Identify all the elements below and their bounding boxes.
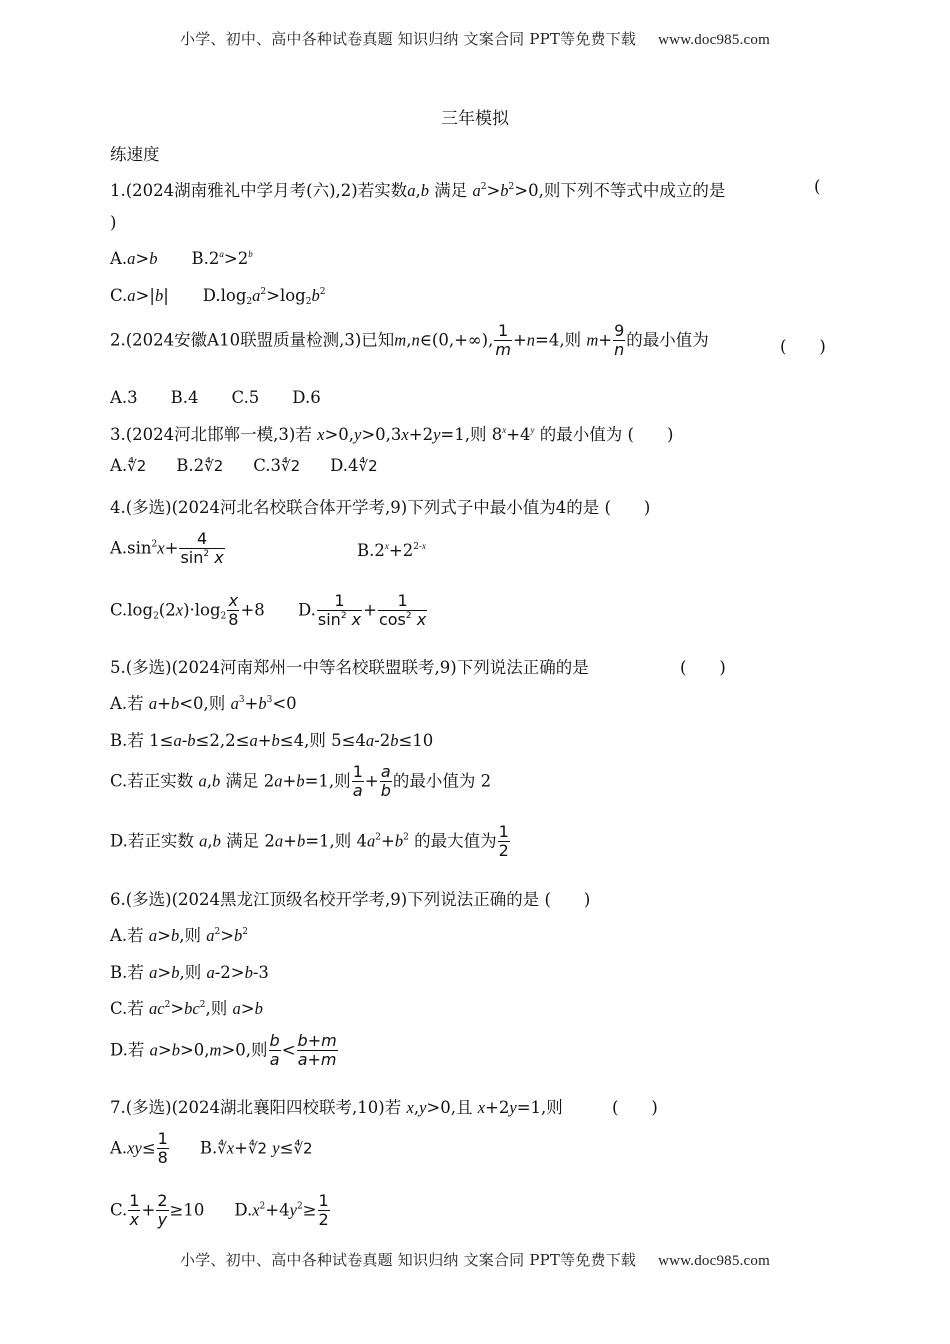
section-label: 练速度 — [110, 145, 160, 164]
q6-option-c: C.若 $ac^2>bc^2$,则 a>b — [110, 999, 263, 1018]
q6-option-a: A.若 a>b,则 $a^2>b^2$ — [110, 926, 249, 945]
q4-option-c: $C.\log_2(2x)\cdot\log_2$ $\frac{x}{8}$ +8 — [110, 591, 265, 630]
q2-prefix: 2.(2024安徽A10联盟质量检测,3)已知 — [110, 330, 395, 350]
q5-blank: ( ) — [680, 658, 726, 677]
footer-site: www.doc985.com — [658, 1253, 770, 1269]
q3-options: A.∜2 B.2∜2 C.3∜2 D.4∜2 — [110, 456, 378, 475]
q1-prefix: 1.(2024湖南雅礼中学月考(六),2)若实数 — [110, 181, 408, 200]
fraction-1-over-2-b: $\frac{1}{2}$ — [318, 1191, 329, 1230]
fraction-b-over-a: $\frac{b}{a}$ — [269, 1031, 280, 1070]
question-7: 7.(多选)(2024湖北襄阳四校联考,10)若 x,y>0,且 x+2y=1,则 — [110, 1098, 563, 1117]
q7-options-ab: A.xy≤ $\frac{1}{8}$ B.∜x+∜2 y≤∜2 — [110, 1129, 313, 1168]
fraction-1-over-8: $\frac{1}{8}$ — [157, 1129, 168, 1168]
q1-paren-close: ) — [110, 213, 117, 232]
question-2: 2.(2024安徽A10联盟质量检测,3)已知m,n∈(0,+∞), $\frac{1}{m}$ +n=4,则 m+ $\frac{9}{n}$ 的最小值为 — [110, 321, 709, 360]
question-4 — [110, 494, 650, 518]
q4-option-b: $B.2^x+2^{2-x}$ — [357, 541, 426, 560]
fraction-9-over-n: $\frac{9}{n}$ — [614, 321, 625, 360]
page-footer — [0, 1249, 950, 1270]
q6-option-b: B.若 a>b,则 a-2>b-3 — [110, 963, 269, 982]
q2-options: A.3 B.4 C.5 D.6 — [110, 388, 321, 407]
fraction-4-over-sin2x: $\frac{4}{\sin^2 x}$ — [180, 529, 224, 568]
q5-option-c: C.若正实数 a,b 满足 2a+b=1,则 $\frac{1}{a}$ + $\frac{a}{b}$ 的最小值为 2 — [110, 762, 492, 801]
page-header — [0, 28, 950, 49]
q6-blank: ( ) — [544, 890, 591, 909]
q4-option-d: D. $\frac{1}{\sin^2 x}$ + $\frac{1}{\cos^2 x}$ — [298, 591, 427, 630]
q7-blank: ( ) — [612, 1098, 658, 1117]
page-title: 三年模拟 — [441, 109, 509, 129]
fraction-1-over-cos2x: $\frac{1}{\cos^2 x}$ — [378, 591, 427, 630]
q1-options-cd: C.a>|b| $D.\log_2a^2>\log_2b^2$ — [110, 286, 326, 307]
q7-options-cd: C. $\frac{1}{x}$ + $\frac{2}{y}$ ≥10 $D.x^2+4y^2\ge$ $\frac{1}{2}$ — [110, 1191, 329, 1230]
q1-options-ab: A.a>b $B.2^a>2^b$ — [110, 249, 253, 268]
header-site: www.doc985.com — [658, 32, 770, 48]
q6-prefix: 6.(多选)(2024黑龙江顶级名校开学考,9)下列说法正确的是 — [110, 890, 540, 909]
q4-option-a: $A.\sin^2x+$ $\frac{4}{\sin^2 x}$ — [110, 529, 224, 568]
fraction-1-over-m: $\frac{1}{m}$ — [495, 321, 511, 360]
question-6 — [110, 886, 590, 910]
q5-option-a: A.若 a+b<0,则 $a^3+b^3<0$ — [110, 694, 297, 713]
header-text: 小学、初中、高中各种试卷真题 知识归纳 文案合同 PPT等免费下载 — [180, 30, 637, 48]
fraction-2-over-y: $\frac{2}{y}$ — [157, 1191, 168, 1230]
fraction-x-over-8: $\frac{x}{8}$ — [228, 591, 239, 630]
footer-text: 小学、初中、高中各种试卷真题 知识归纳 文案合同 PPT等免费下载 — [180, 1251, 637, 1269]
fraction-1-over-sin2x: $\frac{1}{\sin^2 x}$ — [317, 591, 362, 630]
fraction-1-over-x: $\frac{1}{x}$ — [129, 1191, 140, 1230]
q3-blank: ( ) — [627, 425, 674, 444]
q7-prefix: 7.(多选)(2024湖北襄阳四校联考,10)若 — [110, 1098, 402, 1117]
question-5 — [110, 654, 589, 678]
question-1: 1.(2024湖南雅礼中学月考(六),2)若实数a,b 满足 $a^2>b^2>0$,则下列不等式中成立的是 — [110, 181, 726, 200]
q5-option-b: B.若 1≤a-b≤2,2≤a+b≤4,则 5≤4a-2b≤10 — [110, 731, 434, 750]
fraction-bm-over-am: $\frac{b+m}{a+m}$ — [297, 1031, 337, 1070]
question-3: 3.(2024河北邯郸一模,3)若 x>0,y>0,3x+2y=1,则 $8^x+4^y$ 的最小值为 ( ) — [110, 425, 674, 444]
fraction-a-over-b: $\frac{a}{b}$ — [380, 762, 391, 801]
fraction-1-over-a: $\frac{1}{a}$ — [352, 762, 363, 801]
fraction-1-over-2: $\frac{1}{2}$ — [498, 822, 509, 861]
q4-blank: ( ) — [604, 498, 651, 517]
q4-prefix: 4.(多选)(2024河北名校联合体开学考,9)下列式子中最小值为4的是 — [110, 498, 600, 517]
q1-paren-open: ( — [814, 177, 821, 196]
q5-prefix: 5.(多选)(2024河南郑州一中等名校联盟联考,9)下列说法正确的是 — [110, 658, 589, 677]
q6-option-d: D.若 a>b>0,m>0,则 $\frac{b}{a}$ < $\frac{b+m}{a+m}$ — [110, 1031, 337, 1070]
q2-blank: ( ) — [780, 337, 826, 356]
q3-prefix: 3.(2024河北邯郸一模,3)若 — [110, 425, 312, 444]
q5-option-d: D.若正实数 a,b 满足 2a+b=1,则 $4a^2+b^2$ 的最大值为 $\frac{1}{2}$ — [110, 822, 509, 861]
